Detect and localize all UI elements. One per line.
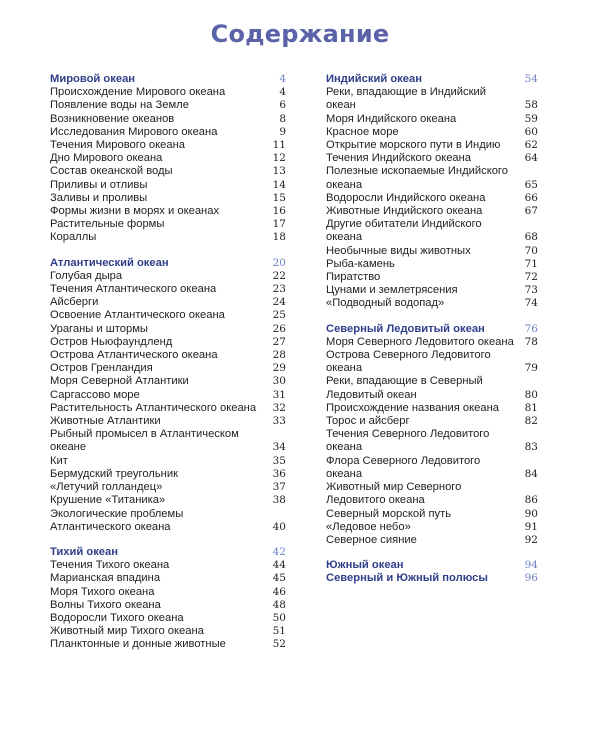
section-page-number: 20 [272, 256, 286, 269]
toc-entry[interactable] [50, 559, 286, 572]
entry-page-number: 35 [272, 454, 286, 467]
entry-page-number: 81 [524, 401, 538, 414]
toc-entry[interactable] [326, 205, 538, 218]
toc-section-heading[interactable] [50, 73, 286, 86]
entry-title: Происхождение названия океана [326, 401, 500, 414]
entry-page-number: 79 [524, 362, 538, 375]
entry-page-number: 68 [524, 231, 538, 244]
toc-section [50, 546, 286, 652]
toc-entry[interactable] [326, 297, 538, 310]
toc-entry[interactable] [50, 192, 286, 205]
toc-entry[interactable] [50, 126, 286, 139]
section-page-number: 42 [272, 545, 286, 558]
section-page-number: 4 [279, 73, 286, 85]
toc-entry[interactable] [50, 165, 286, 178]
entry-title: Водоросли Индийского океана [326, 191, 486, 204]
entry-title: Моря Тихого океана [50, 585, 155, 598]
entry-title: Голубая дыра [50, 269, 123, 282]
entry-title: Животные Атлантики [50, 415, 161, 428]
toc-entry[interactable] [50, 99, 286, 112]
entry-page-number: 34 [272, 441, 286, 454]
entry-title: Айсберги [50, 296, 99, 309]
entry-title: Дно Мирового океана [50, 152, 163, 165]
toc-entry[interactable] [326, 258, 538, 271]
toc-entry[interactable] [326, 336, 538, 349]
toc-entry[interactable] [50, 283, 286, 296]
toc-section [326, 323, 538, 547]
entry-title: Животные Индийского океана [326, 205, 483, 218]
entry-title: Флора Северного Ледовитого океана [326, 454, 481, 480]
section-title: Южный океан [326, 559, 404, 572]
entry-page-number: 38 [272, 494, 286, 507]
toc-entry[interactable] [50, 389, 286, 402]
section-title: Тихий океан [50, 545, 119, 558]
entry-page-number: 4 [279, 86, 286, 99]
section-page-number: 94 [524, 559, 538, 572]
entry-page-number: 16 [272, 205, 286, 218]
toc-entry[interactable] [326, 402, 538, 415]
section-title: Северный и Южный полюсы [326, 572, 488, 585]
toc-entry[interactable] [326, 415, 538, 428]
toc-section [50, 73, 286, 245]
entry-page-number: 48 [272, 598, 286, 611]
entry-title: Течения Индийского океана [326, 152, 472, 165]
entry-page-number: 9 [279, 125, 286, 138]
entry-title: Заливы и проливы [50, 191, 148, 204]
entry-page-number: 46 [272, 585, 286, 598]
entry-title: Реки, впадающие в Северный Ледовитый океан [326, 375, 483, 401]
entry-title: Бермудский треугольник [50, 467, 178, 480]
toc-entry[interactable] [326, 521, 538, 534]
toc-entry[interactable] [326, 375, 538, 401]
entry-title: Течения Мирового океана [50, 139, 186, 152]
entry-title: Течения Северного Ледовитого океана [326, 428, 490, 454]
toc-section [50, 257, 286, 534]
toc-entry[interactable] [326, 126, 538, 139]
entry-title: Цунами и землетрясения [326, 284, 458, 297]
toc-section [326, 559, 538, 572]
entry-page-number: 92 [524, 533, 538, 546]
entry-title: Моря Северной Атлантики [50, 375, 189, 388]
entry-title: Освоение Атлантического океана [50, 309, 225, 322]
entry-title: Исследования Мирового океана [50, 125, 218, 138]
entry-page-number: 67 [524, 205, 538, 218]
entry-page-number: 71 [524, 257, 538, 270]
section-page-number: 76 [524, 322, 538, 335]
toc-entry[interactable] [50, 270, 286, 283]
entry-title: Необычные виды животных [326, 244, 471, 257]
entry-title: Рыбный промысел в Атлантическом океане [50, 428, 239, 454]
entry-page-number: 30 [272, 375, 286, 388]
entry-title: Возникновение океанов [50, 112, 175, 125]
entry-page-number: 24 [272, 296, 286, 309]
toc-entry[interactable] [50, 113, 286, 126]
entry-page-number: 86 [524, 494, 538, 507]
toc-entry[interactable] [50, 86, 286, 99]
entry-title: Животный мир Северного Ледовитого океана [326, 481, 462, 507]
toc-entry[interactable] [326, 455, 538, 481]
entry-title: Формы жизни в морях и океанах [50, 205, 220, 218]
toc-entry[interactable] [50, 375, 286, 388]
toc-entry[interactable] [50, 309, 286, 322]
entry-page-number: 12 [272, 152, 286, 165]
entry-page-number: 11 [272, 139, 286, 152]
entry-page-number: 18 [272, 231, 286, 244]
entry-title: Моря Индийского океана [326, 112, 457, 125]
toc-entry[interactable] [50, 323, 286, 336]
entry-page-number: 28 [272, 349, 286, 362]
entry-title: Саргассово море [50, 388, 140, 401]
entry-page-number: 50 [272, 611, 286, 624]
toc-entry[interactable] [50, 586, 286, 599]
toc-entry[interactable] [50, 481, 286, 494]
entry-page-number: 65 [524, 178, 538, 191]
entry-title: Водоросли Тихого океана [50, 611, 184, 624]
toc-entry[interactable] [50, 612, 286, 625]
entry-title: Приливы и отливы [50, 178, 148, 191]
entry-title: Планктонные и донные животные [50, 638, 226, 651]
entry-page-number: 64 [524, 152, 538, 165]
toc-section [326, 572, 538, 585]
entry-page-number: 13 [272, 165, 286, 178]
entry-title: Кораллы [50, 231, 97, 244]
entry-page-number: 45 [272, 572, 286, 585]
entry-title: Марианская впадина [50, 572, 161, 585]
entry-title: Течения Тихого океана [50, 559, 170, 572]
entry-page-number: 29 [272, 362, 286, 375]
entry-page-number: 25 [272, 309, 286, 322]
page-title: Содержание [210, 20, 390, 48]
toc-entry[interactable] [50, 296, 286, 309]
entry-title: «Летучий голландец» [50, 481, 163, 494]
entry-page-number: 23 [272, 283, 286, 296]
entry-page-number: 70 [524, 244, 538, 257]
entry-title: Течения Атлантического океана [50, 283, 217, 296]
entry-title: Растительные формы [50, 218, 165, 231]
toc-right-column [326, 73, 538, 598]
toc-entry[interactable] [326, 113, 538, 126]
toc-entry[interactable] [326, 508, 538, 521]
entry-title: «Подводный водопад» [326, 297, 445, 310]
entry-title: Пиратство [326, 271, 381, 284]
entry-page-number: 40 [272, 520, 286, 533]
entry-page-number: 33 [272, 415, 286, 428]
toc-entry[interactable] [50, 218, 286, 231]
entry-title: Состав океанской воды [50, 165, 173, 178]
entry-title: Волны Тихого океана [50, 598, 161, 611]
toc-entry[interactable] [50, 599, 286, 612]
toc-entry[interactable] [50, 455, 286, 468]
toc-section-heading[interactable] [50, 546, 286, 559]
toc-entry[interactable] [50, 362, 286, 375]
entry-title: Полезные ископаемые Индийского океана [326, 165, 508, 191]
entry-title: Острова Атлантического океана [50, 349, 218, 362]
toc-entry[interactable] [50, 152, 286, 165]
entry-page-number: 32 [272, 401, 286, 414]
entry-title: Ураганы и штормы [50, 322, 148, 335]
entry-title: Острова Северного Ледовитого океана [326, 349, 491, 375]
toc-entry[interactable] [326, 152, 538, 165]
toc-section-heading[interactable] [326, 559, 538, 572]
entry-title: Крушение «Титаника» [50, 494, 166, 507]
toc-entry[interactable] [50, 572, 286, 585]
entry-page-number: 17 [272, 218, 286, 231]
toc-entry[interactable] [326, 165, 538, 191]
entry-page-number: 37 [272, 481, 286, 494]
toc-entry[interactable] [50, 139, 286, 152]
section-title: Индийский океан [326, 73, 422, 85]
section-title: Северный Ледовитый океан [326, 322, 485, 335]
entry-page-number: 82 [524, 415, 538, 428]
entry-page-number: 22 [272, 269, 286, 282]
entry-page-number: 84 [524, 467, 538, 480]
toc-entry[interactable] [326, 86, 538, 112]
entry-title: Северный морской путь [326, 507, 452, 520]
entry-title: Животный мир Тихого океана [50, 625, 204, 638]
entry-page-number: 90 [524, 507, 538, 520]
entry-title: Северное сияние [326, 533, 417, 546]
toc-section-heading[interactable] [50, 257, 286, 270]
entry-page-number: 83 [524, 441, 538, 454]
entry-page-number: 8 [279, 112, 286, 125]
toc-entry[interactable] [326, 271, 538, 284]
toc-entry[interactable] [50, 638, 286, 651]
toc-left-column [50, 73, 286, 664]
entry-page-number: 91 [524, 520, 538, 533]
entry-page-number: 44 [272, 559, 286, 572]
entry-page-number: 27 [272, 335, 286, 348]
entry-page-number: 62 [524, 139, 538, 152]
section-page-number: 54 [524, 73, 538, 85]
entry-title: Кит [50, 454, 68, 467]
entry-page-number: 72 [524, 271, 538, 284]
toc-entry[interactable] [326, 245, 538, 258]
section-page-number: 96 [524, 572, 538, 585]
entry-title: «Ледовое небо» [326, 520, 411, 533]
entry-page-number: 78 [524, 335, 538, 348]
entry-title: Открытие морского пути в Индию [326, 139, 501, 152]
entry-page-number: 58 [524, 99, 538, 112]
toc-entry[interactable] [326, 139, 538, 152]
entry-page-number: 6 [279, 99, 286, 112]
toc-entry[interactable] [50, 625, 286, 638]
toc-entry[interactable] [50, 468, 286, 481]
toc-entry[interactable] [326, 284, 538, 297]
toc-entry[interactable] [326, 218, 538, 244]
entry-page-number: 80 [524, 388, 538, 401]
toc-section-heading[interactable] [326, 323, 538, 336]
entry-page-number: 59 [524, 112, 538, 125]
toc-entry[interactable] [50, 402, 286, 415]
toc-entry[interactable] [50, 415, 286, 428]
entry-page-number: 74 [524, 297, 538, 310]
toc-entry[interactable] [50, 428, 286, 454]
toc-section-heading[interactable] [326, 572, 538, 585]
entry-title: Остров Гренландия [50, 362, 153, 375]
section-title: Атлантический океан [50, 256, 169, 269]
entry-title: Моря Северного Ледовитого океана [326, 335, 514, 348]
toc-entry[interactable] [326, 534, 538, 547]
toc-entry[interactable] [50, 494, 286, 507]
toc-entry[interactable] [50, 231, 286, 244]
entry-title: Остров Ньюфаундленд [50, 335, 173, 348]
toc-entry[interactable] [326, 349, 538, 375]
toc-entry[interactable] [50, 336, 286, 349]
entry-title: Реки, впадающие в Индийский океан [326, 86, 486, 112]
section-title: Мировой океан [50, 73, 136, 85]
entry-page-number: 51 [272, 625, 286, 638]
entry-page-number: 66 [524, 191, 538, 204]
entry-page-number: 15 [272, 191, 286, 204]
toc-entry[interactable] [50, 349, 286, 362]
entry-page-number: 14 [272, 178, 286, 191]
entry-title: Рыба-камень [326, 257, 395, 270]
entry-title: Другие обитатели Индийского океана [326, 218, 482, 244]
entry-title: Появление воды на Земле [50, 99, 189, 112]
toc-entry[interactable] [50, 508, 286, 534]
entry-title: Красное море [326, 125, 399, 138]
entry-page-number: 73 [524, 284, 538, 297]
entry-page-number: 36 [272, 467, 286, 480]
toc-entry[interactable] [326, 428, 538, 454]
entry-page-number: 26 [272, 322, 286, 335]
entry-title: Торос и айсберг [326, 415, 410, 428]
entry-title: Растительность Атлантического океана [50, 401, 257, 414]
entry-title: Происхождение Мирового океана [50, 86, 226, 99]
toc-entry[interactable] [50, 179, 286, 192]
entry-page-number: 52 [272, 638, 286, 651]
toc-entry[interactable] [50, 205, 286, 218]
toc-entry[interactable] [326, 481, 538, 507]
entry-title: Экологические проблемы Атлантического океана [50, 507, 184, 533]
toc-section [326, 73, 538, 311]
toc-section-heading[interactable] [326, 73, 538, 86]
entry-page-number: 31 [272, 388, 286, 401]
toc-entry[interactable] [326, 192, 538, 205]
entry-page-number: 60 [524, 125, 538, 138]
